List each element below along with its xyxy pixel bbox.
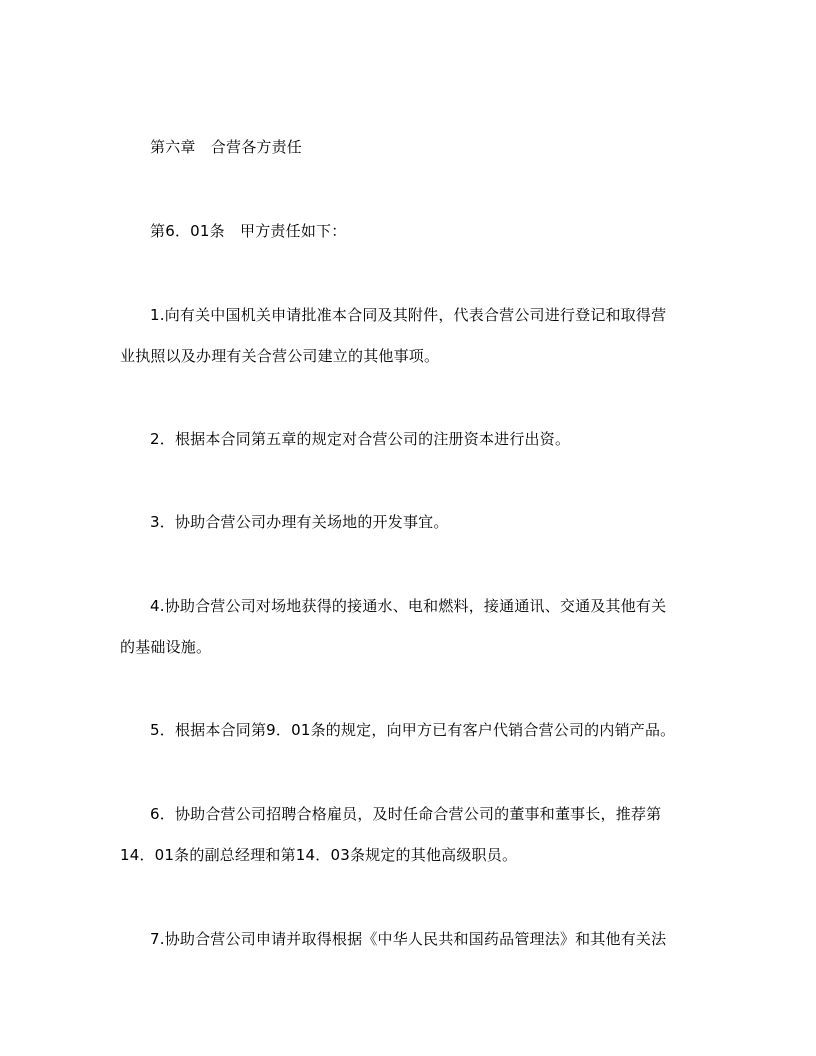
item-1-line-1: 1.向有关中国机关申请批准本合同及其附件，代表合营公司进行登记和取得营 (150, 306, 667, 324)
item-6-line-2: 14．01条的副总经理和第14．03条规定的其他高级职员。 (120, 846, 518, 864)
item-5-line-1: 5．根据本合同第9．01条的规定，向甲方已有客户代销合营公司的内销产品。 (150, 721, 676, 739)
item-6-line-1: 6．协助合营公司招聘合格雇员，及时任命合营公司的董事和董事长，推荐第 (150, 805, 662, 823)
item-1-line-2: 业执照以及办理有关合营公司建立的其他事项。 (120, 347, 440, 365)
item-4-line-1: 4.协助合营公司对场地获得的接通水、电和燃料，接通通讯、交通及其他有关 (150, 597, 667, 615)
chapter-heading: 第六章 合营各方责任 (150, 138, 303, 156)
item-2-line-1: 2．根据本合同第五章的规定对合营公司的注册资本进行出资。 (150, 430, 571, 448)
item-7-line-1: 7.协助合营公司申请并取得根据《中华人民共和国药品管理法》和其他有关法 (150, 930, 667, 948)
item-4-line-2: 的基础设施。 (120, 638, 212, 656)
article-heading: 第6．01条 甲方责任如下： (150, 222, 347, 240)
item-3-line-1: 3．协助合营公司办理有关场地的开发事宜。 (150, 513, 449, 531)
